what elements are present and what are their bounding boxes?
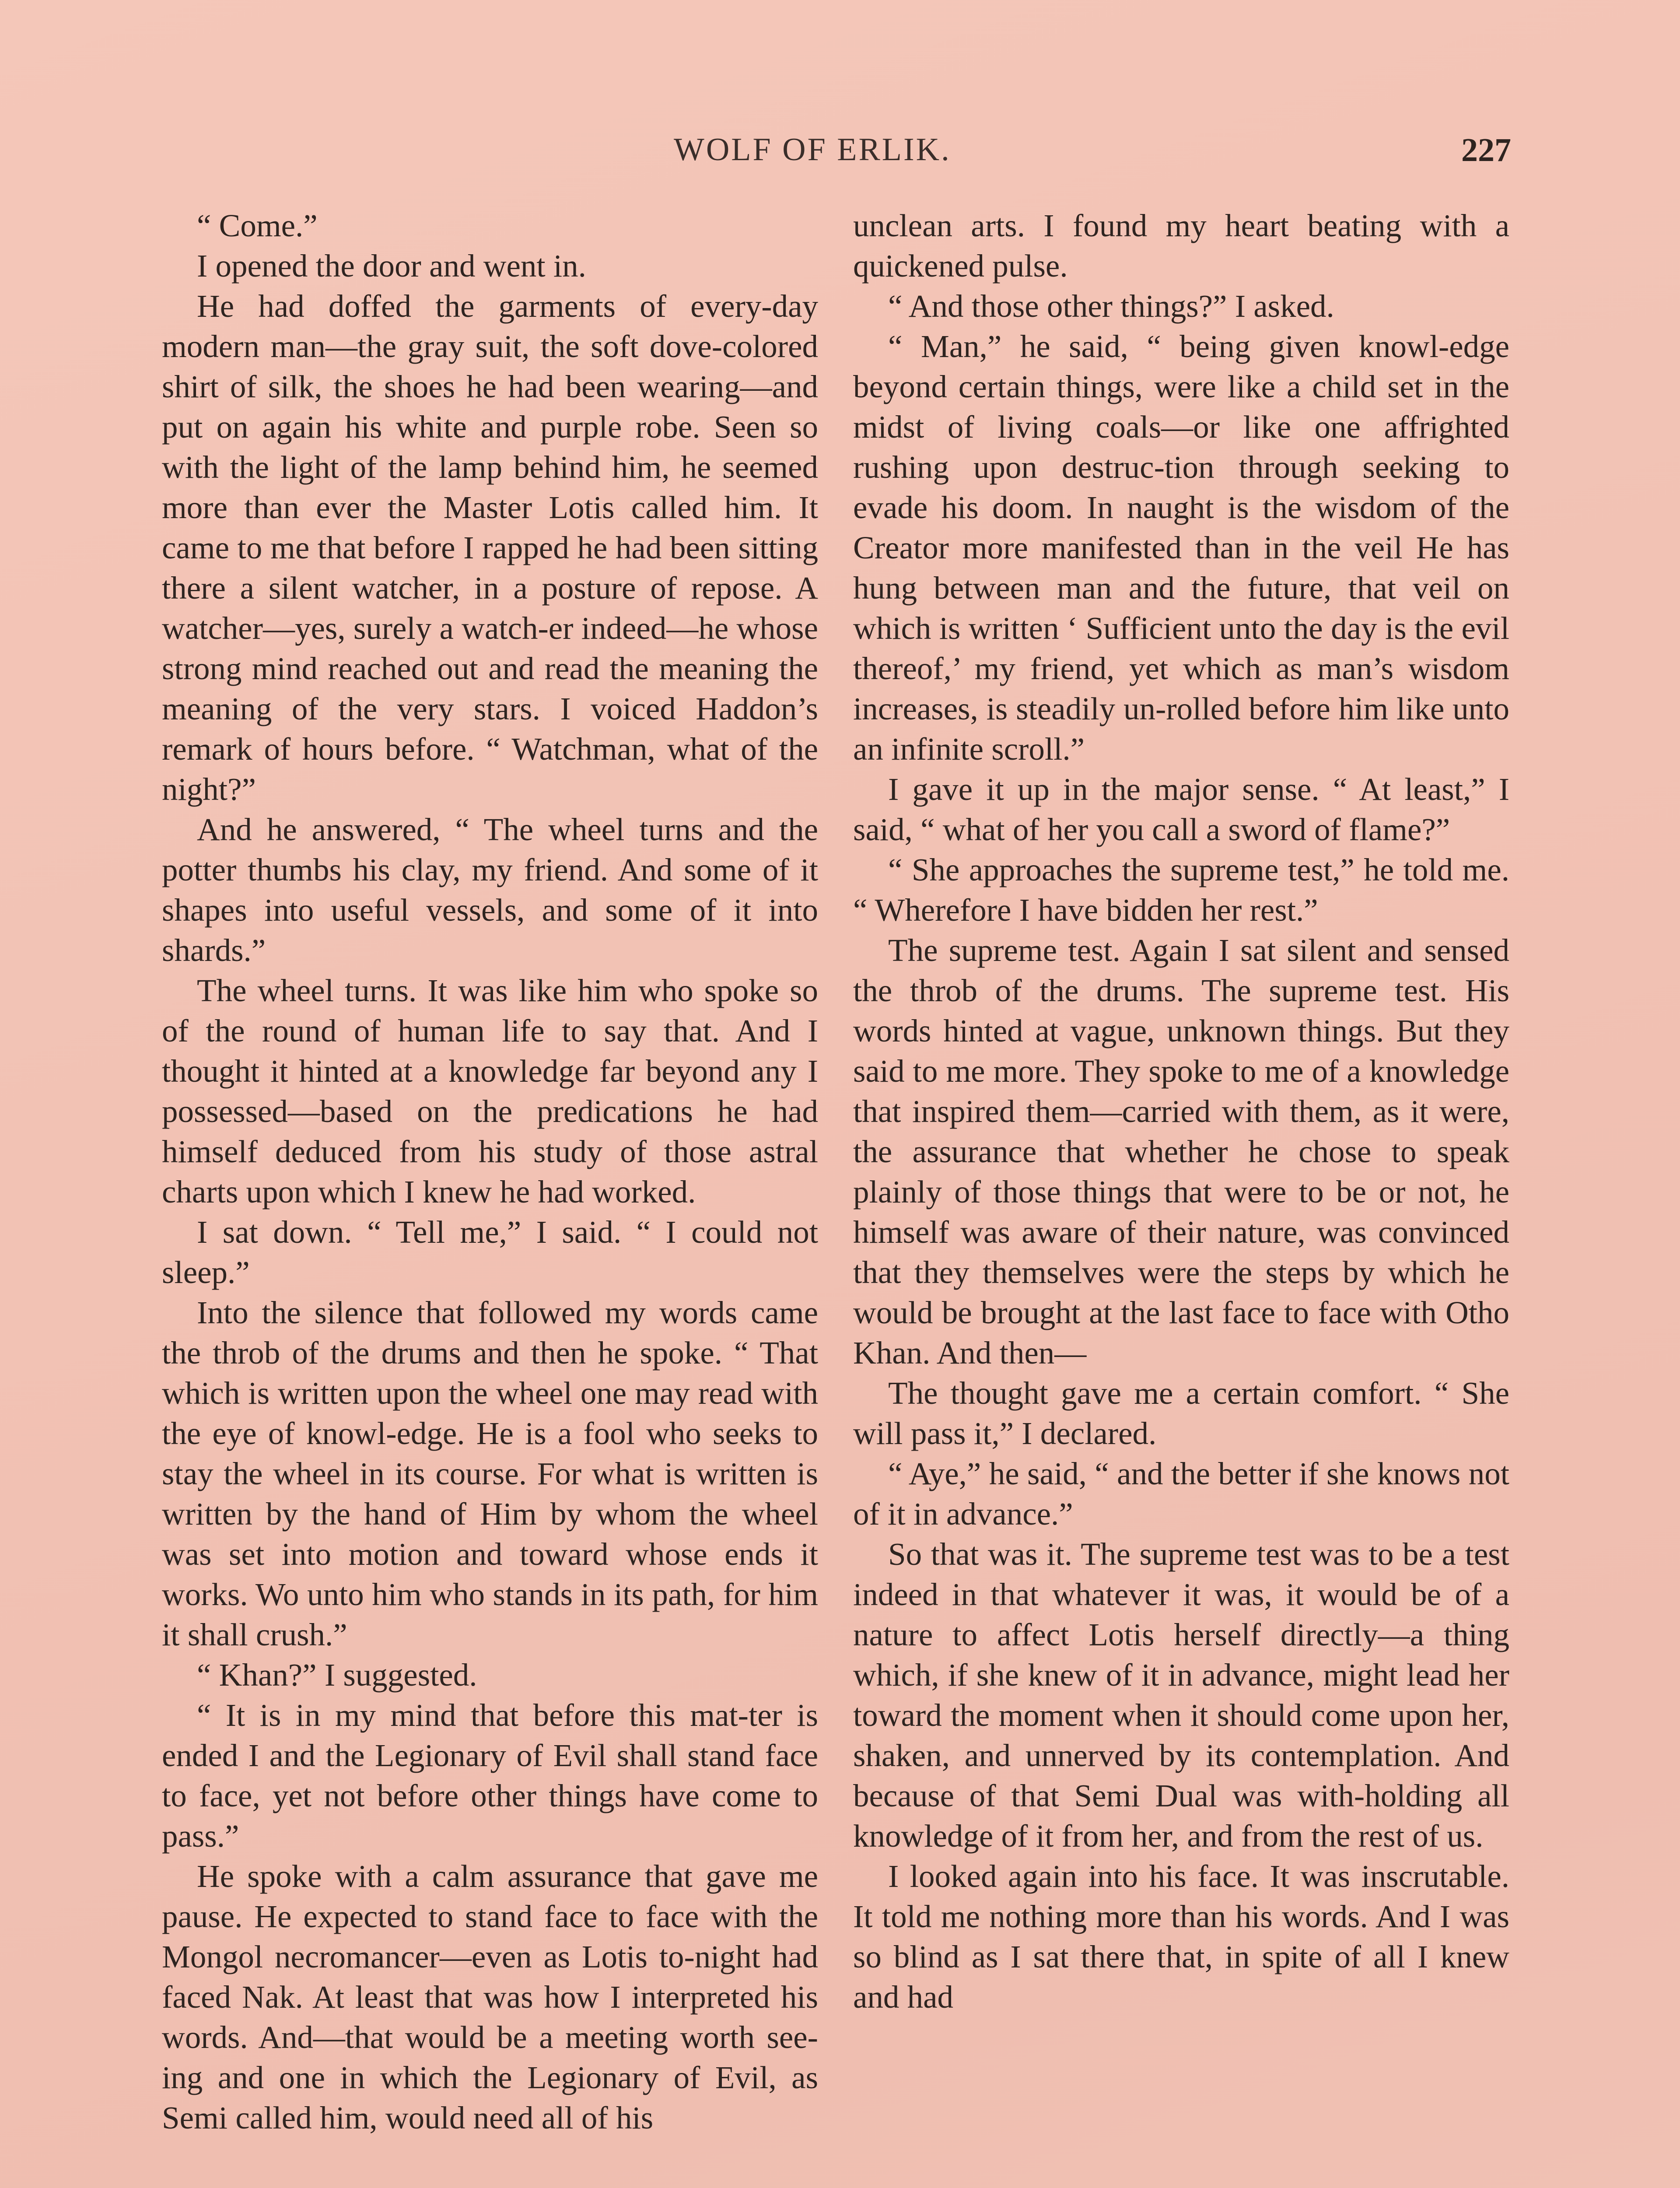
- paragraph: unclean arts. I found my heart beating with a quickened pulse.: [853, 208, 1509, 284]
- paragraph: The supreme test. Again I sat silent and sensed the throb of the drums. The supreme test. His words hinted at vague, unknown things. But they said to me more. They spoke to me of a knowledge that inspired them—carried with them, as it were, the assurance that whether he chose to speak plainly of those things that were to be or not, he himself was aware of their nature, was convinced that they themselves were the steps by which he would be brought at the last face to face with Otho Khan. And then—: [853, 933, 1509, 1371]
- paragraph: I opened the door and went in.: [197, 248, 586, 284]
- paragraph: “ And those other things?” I asked.: [888, 288, 1334, 324]
- paragraph: Into the silence that followed my words came the throb of the drums and then he spoke. “ That which is written upon the wheel one may read with the eye of knowl-edge. He is a fool who seeks to stay the wheel in its course. For what is written is written by the hand of Him by whom the wheel was set into motion and toward whose ends it works. Wo unto him who stands in its path, for him it shall crush.”: [162, 1295, 818, 1652]
- paragraph: “ She approaches the supreme test,” he told me. “ Wherefore I have bidden her rest.”: [853, 852, 1509, 928]
- paragraph: “ Come.”: [197, 208, 318, 243]
- page-number: 227: [1461, 132, 1511, 168]
- left-column: [162, 206, 818, 2138]
- paragraph: “ Khan?” I suggested.: [197, 1657, 477, 1693]
- paragraph: The thought gave me a certain comfort. “ She will pass it,” I declared.: [853, 1375, 1509, 1451]
- paragraph: “ Man,” he said, “ being given knowl-edge beyond certain things, were like a child set in the midst of living coals—or like one affrighted rushing upon destruc-tion through seeking to evade his doom. In naught is the wisdom of the Creator more manifested than in the veil He has hung between man and the future, that veil on which is written ‘ Sufficient unto the day is the evil thereof,’ my friend, yet which as man’s wisdom increases, is steadily un-rolled before him like unto an infinite scroll.”: [853, 329, 1509, 767]
- paragraph: “ Aye,” he said, “ and the better if she knows not of it in advance.”: [853, 1456, 1509, 1532]
- paragraph: I sat down. “ Tell me,” I said. “ I could not sleep.”: [162, 1214, 818, 1290]
- paragraph: The wheel turns. It was like him who spoke so of the round of human life to say that. And I thought it hinted at a knowledge far beyond any I possessed—based on the predications he had himself deduced from his study of those astral charts upon which I knew he had worked.: [162, 973, 818, 1210]
- paragraph: I looked again into his face. It was inscrutable. It told me nothing more than his words. And I was so blind as I sat there that, in spite of all I knew and had: [853, 1858, 1509, 2015]
- right-column: [853, 206, 1509, 2017]
- running-head: WOLF OF ERLIK.: [674, 132, 951, 168]
- paragraph: I gave it up in the major sense. “ At least,” I said, “ what of her you call a sword of flame?”: [853, 771, 1509, 847]
- paragraph: He spoke with a calm assurance that gave me pause. He expected to stand face to face with the Mongol necromancer—even as Lotis to-night had faced Nak. At least that was how I interpreted his words. And—that would be a meeting worth see-ing and one in which the Legionary of Evil, as Semi called him, would need all of his: [162, 1858, 818, 2135]
- paragraph: He had doffed the garments of every-day modern man—the gray suit, the soft dove-colored shirt of silk, the shoes he had been wearing—and put on again his white and purple robe. Seen so with the light of the lamp behind him, he seemed more than ever the Master Lotis called him. It came to me that before I rapped he had been sitting there a silent watcher, in a posture of repose. A watcher—yes, surely a watch-er indeed—he whose strong mind reached out and read the meaning the meaning of the very stars. I voiced Haddon’s remark of hours before. “ Watchman, what of the night?”: [162, 288, 818, 807]
- paragraph: “ It is in my mind that before this mat-ter is ended I and the Legionary of Evil shall stand face to face, yet not before other things have come to pass.”: [162, 1697, 818, 1854]
- paragraph: And he answered, “ The wheel turns and the potter thumbs his clay, my friend. And some of it shapes into useful vessels, and some of it into shards.”: [162, 812, 818, 968]
- paragraph: So that was it. The supreme test was to be a test indeed in that whatever it was, it would be of a nature to affect Lotis herself directly—a thing which, if she knew of it in advance, might lead her toward the moment when it should come upon her, shaken, and unnerved by its contemplation. And because of that Semi Dual was with-holding all knowledge of it from her, and from the rest of us.: [853, 1536, 1509, 1854]
